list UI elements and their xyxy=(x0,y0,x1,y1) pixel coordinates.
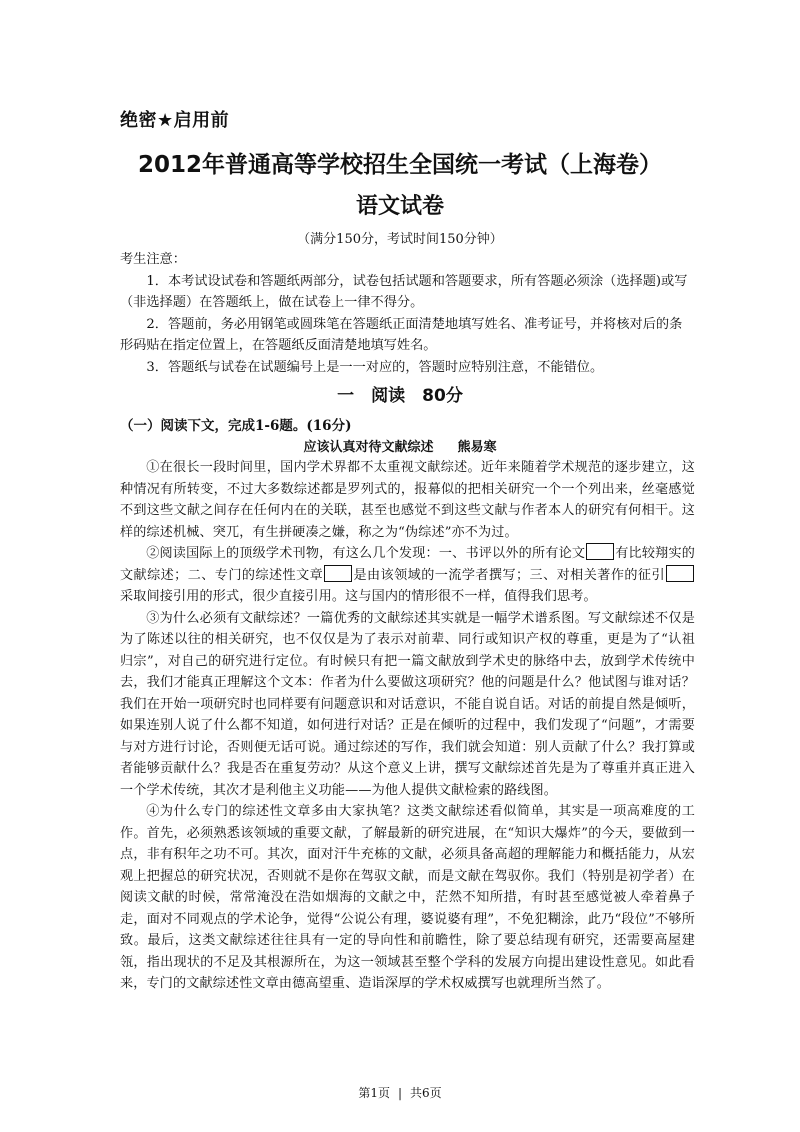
confidential-label: 绝密★启用前 xyxy=(120,110,230,131)
exam-title: 2012年普通高等学校招生全国统一考试（上海卷） xyxy=(137,152,662,178)
page-total: 共6页 xyxy=(410,1086,442,1100)
article-title: 应该认真对待文献综述 xyxy=(303,440,434,455)
part-title: （一）阅读下文，完成1-6题。(16分) xyxy=(120,418,352,434)
paragraph-text: 有比较翔实的文献综述；二、专门的综述性文章 xyxy=(120,546,696,583)
subject-title: 语文试卷 xyxy=(355,194,444,219)
page-number: 第1页 xyxy=(358,1086,390,1100)
notice-heading: 考生注意： xyxy=(120,252,186,267)
exam-score-time: （满分150分，考试时间150分钟） xyxy=(297,232,503,247)
article-heading xyxy=(0,436,800,455)
footer-separator: | xyxy=(397,1086,403,1100)
answer-blank-1[interactable] xyxy=(586,543,614,560)
answer-blank-2[interactable] xyxy=(324,565,352,582)
notice-item: 1．本考试设试卷和答题纸两部分，试卷包括试题和答题要求，所有答题必须涂（选择题)或写（非选择题）在答题纸上，做在试卷上一律不得分。 xyxy=(120,273,688,310)
article-body xyxy=(120,457,695,995)
article-paragraph-4: ④为什么专门的综述性文章多由大家执笔？这类文献综述看似简单，其实是一项高难度的工作。首先，必须熟悉该领域的重要文献，了解最新的研究进展，在“知识大爆炸”的今天，要做到一点，非有积年之功不可。其次，面对汗牛充栋的文献，必须具备高超的理解能力和概括能力，从宏观上把握总的研究状况，否则就不是你在驾驭文献，而是文献在驾驭你。我们（特别是初学者）在阅读文献的时候，常常淹没在浩如烟海的文献之中，茫然不知所措，有时甚至感觉被人牵着鼻子走，面对不同观点的学术论争，觉得“公说公有理，婆说婆有理”，不免犯糊涂，此乃“段位”不够所致。最后，这类文献综述往往具有一定的导向性和前瞻性，除了要总结现有研究，还需要高屋建瓴，指出现状的不足及其根源所在，为这一领域甚至整个学科的发展方向提出建设性意见。如此看来，专门的文献综述性文章由德高望重、造诣深厚的学术权威撰写也就理所当然了。 xyxy=(120,804,695,991)
paragraph-text: 采取间接引用的形式，很少直接引用。这与国内的情形很不一样，值得我们思考。 xyxy=(120,589,597,604)
notice-item: 2．答题前，务必用钢笔或圆珠笔在答题纸正面清楚地填写姓名、准考证号，并将核对后的条形码贴在指定位置上，在答题纸反面清楚地填写姓名。 xyxy=(120,316,683,353)
notice-item: 3．答题纸与试卷在试题编号上是一一对应的，答题时应特别注意，不能错位。 xyxy=(146,359,604,375)
paragraph-text: ②阅读国际上的顶级学术刊物，有这么几个发现：一、书评以外的所有论文 xyxy=(146,546,586,561)
article-paragraph-3: ③为什么必须有文献综述？一篇优秀的文献综述其实就是一幅学术谱系图。写文献综述不仅是为了陈述以往的相关研究，也不仅仅是为了表示对前辈、同行或知识产权的尊重，更是为了“认祖归宗”，对自己的研究进行定位。有时候只有把一篇文献放到学术史的脉络中去，放到学术传统中去，我们才能真正理解这个文本：作者为什么要做这项研究？他的问题是什么？他试图与谁对话？我们在开始一项研究时也同样要有问题意识和对话意识，不能自说自话。对话的前提自然是倾听，如果连别人说了什么都不知道，如何进行对话？正是在倾听的过程中，我们发现了“问题”，才需要与对方进行讨论，否则便无话可说。通过综述的写作，我们就会知道：别人贡献了什么？我打算或者能够贡献什么？我是否在重复劳动？从这个意义上讲，撰写文献综述首先是为了尊重并真正进入一个学术传统，其次才是利他主义功能——为他人提供文献检索的路线图。 xyxy=(120,610,695,798)
paragraph-text: 是由该领域的一流学者撰写；三、对相关著作的征引 xyxy=(353,567,665,583)
article-paragraph-2 xyxy=(120,543,695,608)
page-footer xyxy=(0,1084,800,1101)
article-author: 熊易寒 xyxy=(457,440,497,455)
section-title: 一 阅读 80分 xyxy=(337,386,463,406)
article-paragraph-1: ①在很长一段时间里，国内学术界都不太重视文献综述。近年来随着学术规范的逐步建立，这种情况有所转变，不过大多数综述都是罗列式的，报幕似的把相关研究一个一个列出来，丝毫感觉不到这些文献之间存在任何内在的关联，甚至也感觉不到这些文献与作者本人的研究有何相干。这样的综述机械、突兀，有生拼硬凑之嫌，称之为“伪综述”亦不为过。 xyxy=(120,460,695,540)
answer-blank-3[interactable] xyxy=(666,565,694,582)
candidate-notice xyxy=(120,249,692,378)
